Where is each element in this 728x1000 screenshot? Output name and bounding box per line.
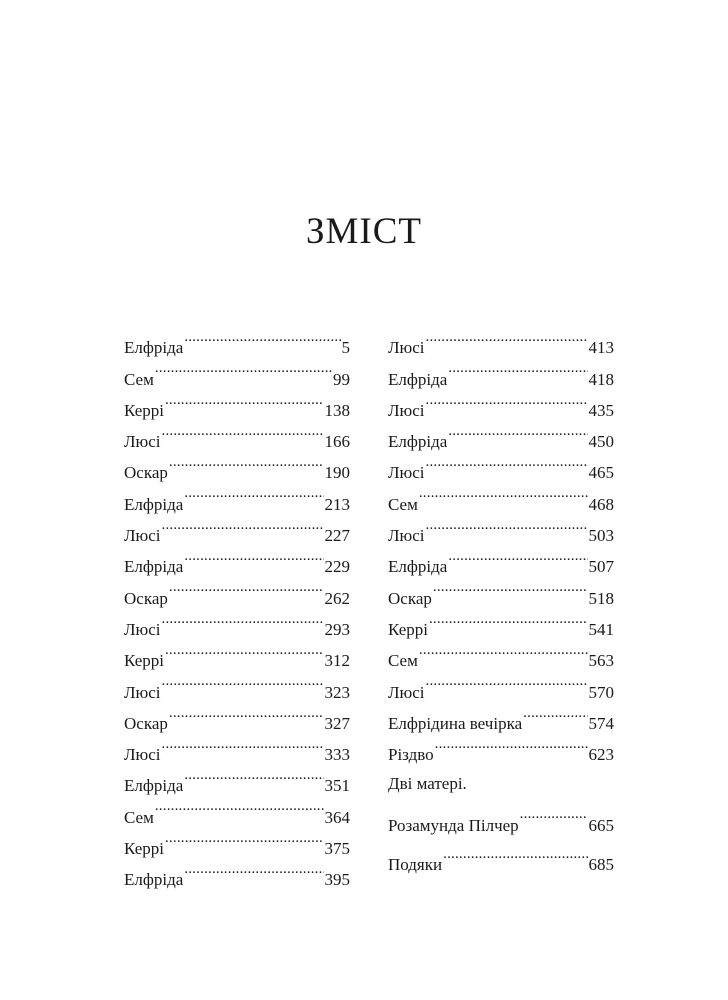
toc-leader-dots — [165, 635, 324, 666]
toc-leader-dots — [155, 353, 332, 384]
toc-entry-page: 5 — [341, 338, 350, 358]
toc-entry-name: Люсі — [388, 682, 425, 702]
toc-leader-dots — [155, 791, 324, 822]
toc-leader-dots — [419, 635, 588, 666]
toc-entry-page: 507 — [588, 557, 614, 577]
toc-entry-name: Люсі — [388, 463, 425, 483]
toc-leader-dots — [162, 604, 324, 635]
toc-entry-name: Люсі — [124, 432, 161, 452]
toc-leader-dots — [184, 478, 323, 509]
toc-entry-name: Люсі — [124, 526, 161, 546]
toc-entry-page: 166 — [324, 432, 350, 452]
toc-entry[interactable] — [388, 666, 614, 702]
toc-entry[interactable] — [388, 635, 614, 671]
toc-entry-page: 99 — [333, 369, 350, 389]
toc-entry-name: Елфріда — [124, 557, 184, 577]
toc-entry-page: 563 — [588, 651, 614, 671]
toc-entry-page: 465 — [588, 463, 614, 483]
toc-entry-page: 293 — [324, 619, 350, 639]
toc-entry-afterword[interactable] — [388, 799, 614, 835]
toc-leader-dots — [448, 353, 587, 384]
toc-entry-name: Керрі — [124, 839, 164, 859]
toc-entry-page: 227 — [324, 526, 350, 546]
toc-entry-page: 213 — [324, 494, 350, 514]
toc-leader-dots — [162, 416, 324, 447]
toc-leader-dots — [184, 541, 323, 572]
toc-entry-page: 665 — [588, 815, 614, 835]
toc-leader-dots — [429, 604, 588, 635]
toc-entry-page: 574 — [588, 713, 614, 733]
toc-entry-name: Подяки — [388, 855, 443, 875]
toc-right-column — [388, 322, 614, 875]
toc-entry[interactable] — [124, 385, 350, 420]
toc-entry[interactable] — [124, 353, 350, 389]
toc-entry-name: Елфрідина вечірка — [388, 713, 523, 733]
toc-entry-page: 262 — [324, 588, 350, 608]
toc-leader-dots — [448, 416, 587, 447]
toc-leader-dots — [426, 385, 588, 416]
afterword-title-line: Дві матері. — [388, 774, 467, 794]
toc-entry-page: 364 — [324, 807, 350, 827]
toc-leader-dots — [426, 322, 588, 353]
page-title: ЗМІСТ — [305, 211, 423, 252]
toc-entry-name: Сем — [124, 369, 154, 389]
toc-entry-page: 418 — [588, 369, 614, 389]
toc-entry-name: Оскар — [124, 463, 168, 483]
toc-leader-dots — [184, 322, 340, 353]
toc-entry[interactable] — [124, 322, 350, 358]
toc-leader-dots — [448, 541, 587, 572]
toc-entry-name: Різдво — [388, 745, 434, 765]
toc-entry-name: Елфріда — [124, 338, 184, 358]
toc-entry-page: 518 — [588, 588, 614, 608]
toc-entry-name: Сем — [388, 494, 418, 514]
toc-leader-dots — [169, 572, 324, 603]
toc-entry[interactable] — [124, 823, 350, 859]
toc-entry-name: Елфріда — [124, 494, 184, 514]
toc-entry-page: 327 — [324, 713, 350, 733]
toc-entry-page: 375 — [324, 839, 350, 859]
toc-entry[interactable] — [124, 791, 350, 827]
toc-entry-name: Керрі — [124, 400, 164, 420]
toc-leader-dots — [419, 478, 588, 509]
toc-entry-page: 333 — [324, 745, 350, 765]
toc-leader-dots — [433, 572, 588, 603]
toc-left-column — [124, 322, 350, 890]
toc-leader-dots — [184, 854, 323, 885]
toc-entry-name: Елфріда — [388, 369, 448, 389]
toc-entry[interactable] — [388, 322, 614, 358]
toc-entry-name: Керрі — [124, 651, 164, 671]
toc-entry-name: Сем — [388, 651, 418, 671]
toc-entry-name: Розамунда Пілчер — [388, 815, 519, 835]
toc-entry-name: Елфріда — [124, 776, 184, 796]
toc-entry-page: 413 — [588, 338, 614, 358]
toc-entry-name: Люсі — [388, 338, 425, 358]
toc-entry-name: Сем — [124, 807, 154, 827]
toc-leader-dots — [426, 447, 588, 478]
toc-leader-dots — [426, 510, 588, 541]
toc-entry-page: 138 — [324, 400, 350, 420]
toc-leader-dots — [523, 698, 587, 729]
toc-leader-dots — [169, 447, 324, 478]
toc-entry-page: 450 — [588, 432, 614, 452]
toc-entry-name: Оскар — [124, 713, 168, 733]
toc-leader-dots — [162, 666, 324, 697]
toc-entry-page: 623 — [588, 745, 614, 765]
toc-entry-name: Люсі — [124, 619, 161, 639]
toc-leader-dots — [162, 729, 324, 760]
toc-leader-dots — [162, 510, 324, 541]
toc-leader-dots — [165, 823, 324, 854]
toc-entry-name: Оскар — [388, 588, 432, 608]
toc-leader-dots — [169, 698, 324, 729]
toc-entry-name: Керрі — [388, 619, 428, 639]
toc-entry-page: 229 — [324, 557, 350, 577]
toc-entry-name: Люсі — [124, 745, 161, 765]
toc-entry-page: 351 — [324, 776, 350, 796]
toc-entry-page: 323 — [324, 682, 350, 702]
toc-entry-page: 468 — [588, 494, 614, 514]
toc-leader-dots — [184, 760, 323, 791]
toc-entry-page: 685 — [588, 855, 614, 875]
toc-entry-page: 312 — [324, 651, 350, 671]
toc-leader-dots — [165, 385, 324, 416]
toc-entry-page: 435 — [588, 400, 614, 420]
toc-entry[interactable] — [388, 510, 614, 546]
toc-entry-page: 570 — [588, 682, 614, 702]
toc-leader-dots — [443, 839, 587, 870]
toc-entry[interactable] — [388, 478, 614, 514]
toc-entry-name: Люсі — [124, 682, 161, 702]
toc-entry-acknowledgements[interactable] — [388, 839, 614, 875]
toc-entry-page: 395 — [324, 870, 350, 890]
toc-leader-dots — [426, 666, 588, 697]
toc-entry-name: Елфріда — [388, 557, 448, 577]
toc-entry-name: Люсі — [388, 400, 425, 420]
toc-leader-dots — [435, 729, 588, 760]
toc-entry-page: 190 — [324, 463, 350, 483]
toc-entry-page: 541 — [588, 619, 614, 639]
toc-entry-name: Елфріда — [388, 432, 448, 452]
toc-entry-name: Люсі — [388, 526, 425, 546]
toc-entry-name: Елфріда — [124, 870, 184, 890]
toc-entry-page: 503 — [588, 526, 614, 546]
toc-leader-dots — [520, 799, 588, 830]
toc-entry-name: Оскар — [124, 588, 168, 608]
